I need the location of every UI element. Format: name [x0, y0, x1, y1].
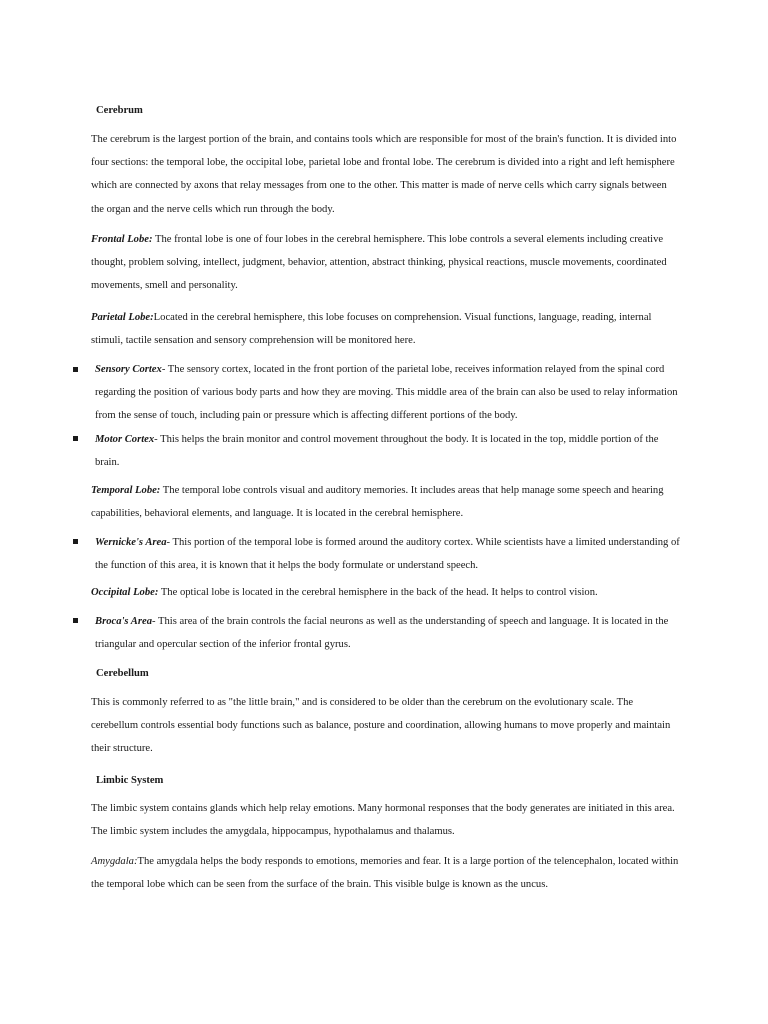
list-item-motor-cortex	[95, 428, 680, 474]
term-parietal-lobe: Parietal Lobe:	[91, 312, 154, 323]
term-sensory-cortex: Sensory Cortex	[95, 364, 162, 375]
text-temporal-lobe: The temporal lobe controls visual and auditory memories. It includes areas that help manage some speech and hearing capabilities, behavioral elements, and language. It is located in the cerebral hemisphere.	[91, 485, 664, 520]
paragraph-parietal-lobe	[91, 306, 681, 352]
heading-limbic-system: Limbic System	[96, 775, 164, 786]
paragraph-frontal-lobe	[91, 228, 681, 298]
text-wernickes-area: - This portion of the temporal lobe is formed around the auditory cortex. While scientists have a limited understanding of the function of this area, it is known that it helps the body formulate or understand speech.	[95, 537, 680, 572]
term-wernickes-area: Wernicke's Area	[95, 537, 167, 548]
term-brocas-area: Broca's Area	[95, 616, 152, 627]
list-item-wernickes-area	[95, 531, 680, 577]
paragraph-cerebrum-intro: The cerebrum is the largest portion of the brain, and contains tools which are responsible for most of the brain's function. It is divided into four sections: the temporal lobe, the occipital lobe, parietal lobe and frontal lobe. The cerebrum is divided into a right and left hemisphere which are connected by axons that relay messages from one to the other. This matter is made of nerve cells which carry signals between the organ and the nerve cells which run through the body.	[91, 134, 677, 215]
text-sensory-cortex: - The sensory cortex, located in the front portion of the parietal lobe, receives information relayed from the spinal cord regarding the position of various body parts and how they are moving. This middle area of the brain can also be used to relay information from the sense of touch, including pain or pressure which is affecting different portions of the body.	[95, 364, 678, 422]
bullet-icon	[73, 436, 78, 441]
list-item-brocas-area	[95, 610, 680, 656]
term-temporal-lobe: Temporal Lobe:	[91, 485, 161, 496]
term-frontal-lobe: Frontal Lobe:	[91, 234, 153, 245]
paragraph-limbic-system: The limbic system contains glands which help relay emotions. Many hormonal responses that the body generates are initiated in this area. The limbic system includes the amygdala, hippocampus, hypothalamus and thalamus.	[91, 803, 675, 838]
bullet-icon	[73, 367, 78, 372]
bullet-icon	[73, 539, 78, 544]
paragraph-cerebellum: This is commonly referred to as "the little brain," and is considered to be older than the cerebrum on the evolutionary scale. The cerebellum controls essential body functions such as balance, posture and coordination, allowing humans to move properly and maintain their structure.	[91, 697, 671, 755]
list-item-sensory-cortex	[95, 358, 680, 428]
paragraph-amygdala	[91, 850, 681, 896]
heading-cerebrum: Cerebrum	[96, 105, 143, 116]
text-amygdala: The amygdala helps the body responds to emotions, memories and fear. It is a large portion of the telencephalon, located within the temporal lobe which can be seen from the surface of the brain. This visible bulge is known as the uncus.	[91, 856, 679, 891]
bullet-icon	[73, 618, 78, 623]
text-frontal-lobe: The frontal lobe is one of four lobes in the cerebral hemisphere. This lobe controls a several elements including creative thought, problem solving, intellect, judgment, behavior, attention, abstract thinking, physical reactions, muscle movements, coordinated movements, smell and personality.	[91, 234, 667, 292]
text-parietal-lobe: Located in the cerebral hemisphere, this lobe focuses on comprehension. Visual functions, language, reading, internal stimuli, tactile sensation and sensory comprehension will be monitored here.	[91, 312, 652, 347]
text-brocas-area: - This area of the brain controls the facial neurons as well as the understanding of speech and language. It is located in the triangular and opercular section of the inferior frontal gyrus.	[95, 616, 669, 651]
term-occipital-lobe: Occipital Lobe:	[91, 587, 159, 598]
paragraph-temporal-lobe	[91, 479, 681, 525]
term-motor-cortex: Motor Cortex	[95, 434, 155, 445]
heading-cerebellum: Cerebellum	[96, 668, 149, 679]
text-occipital-lobe: The optical lobe is located in the cerebral hemisphere in the back of the head. It helps to control vision.	[158, 587, 598, 598]
text-motor-cortex: - This helps the brain monitor and control movement throughout the body. It is located in the top, middle portion of the brain.	[95, 434, 659, 469]
term-amygdala: Amygdala:	[91, 856, 138, 867]
paragraph-occipital-lobe	[91, 581, 681, 604]
